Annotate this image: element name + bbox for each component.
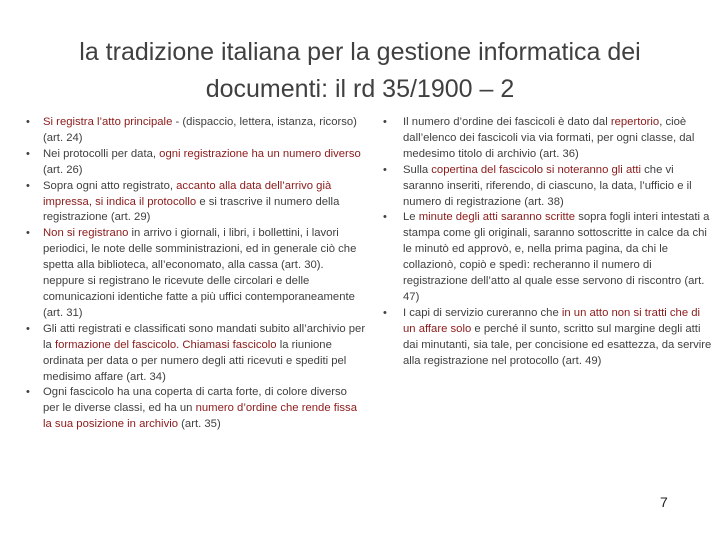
highlighted-text: in un atto non si tratti che di un affare solo <box>403 306 701 335</box>
bullet-text: in arrivo i giornali, i libri, i bollettini, i lavori periodici, le note delle somministrazioni, ed in generale ciò che spetta alla biblioteca, all’economato, alla cassa (art. 30). neppure si registrano le ricevute delle circolari e delle comunicazioni identiche fatte a più uffici contemporaneamente (art. 31) <box>43 227 357 319</box>
bullet-item <box>383 210 713 305</box>
bullet-item <box>26 179 366 227</box>
bullet-item <box>26 115 366 147</box>
bullet-text: la riunione ordinata per data o per numero degli atti ricevuti e spediti pel medisimo affare (art. 34) <box>43 338 347 383</box>
bullet-dot-icon: • <box>383 163 387 176</box>
bullet-item <box>26 147 366 179</box>
bullet-text: Gli atti registrati e classificati sono mandati subito all’archivio per la <box>43 322 366 351</box>
bullet-item <box>26 322 366 386</box>
highlighted-text: Non si registrano <box>43 227 129 240</box>
bullet-dot-icon: • <box>383 306 387 319</box>
bullet-text: Nei protocolli per data, <box>43 147 160 160</box>
bullet-text: - (dispaccio, lettera, istanza, ricorso) (art. 24) <box>43 116 357 144</box>
bullet-item <box>383 306 713 370</box>
bullet-text: Ogni fascicolo ha una coperta di carta forte, di colore diverso per le diverse classi, ed ha un <box>43 386 347 415</box>
highlighted-text: ogni registrazione ha un numero diverso <box>159 147 361 160</box>
bullet-text: Sopra ogni atto registrato, <box>43 179 177 192</box>
highlighted-text: minute degli atti saranno scritte <box>418 211 576 224</box>
bullet-text: Le <box>403 211 419 224</box>
bullet-dot-icon: • <box>26 147 30 160</box>
bullet-text: I capi di servizio cureranno che <box>403 306 562 319</box>
slide-title: la tradizione italiana per la gestione informatica dei documenti: il rd 35/1900 – 2 <box>79 38 641 103</box>
bullet-dot-icon: • <box>26 322 30 335</box>
highlighted-text: numero d’ordine che rende fissa la sua posizione in archivio <box>43 402 357 431</box>
highlighted-text: copertina del fascicolo si noteranno gli atti <box>431 163 642 176</box>
bullet-text: e perché il sunto, scritto sul margine degli atti dai minutanti, sia tale, per concisione ed esattezza, da servire alla registrazione nel protocollo (art. 49) <box>403 322 712 367</box>
page-number: 7 <box>660 494 668 510</box>
bullet-text: (art. 26) <box>43 163 83 176</box>
right-bullet-list <box>383 115 713 370</box>
bullet-item <box>383 115 713 163</box>
bullet-dot-icon: • <box>26 179 30 192</box>
bullet-dot-icon: • <box>26 116 30 128</box>
highlighted-text: accanto alla data dell’arrivo già impressa, si indica il protocollo <box>43 179 332 208</box>
highlighted-text: formazione del fascicolo. Chiamasi fascicolo <box>54 338 277 351</box>
bullet-dot-icon: • <box>383 211 387 224</box>
bullet-dot-icon: • <box>383 116 387 128</box>
highlighted-text: Si registra l’atto principale <box>43 116 173 128</box>
bullet-dot-icon: • <box>26 227 30 240</box>
bullet-item <box>26 226 366 321</box>
bullet-text: e si trascrive il numero della registrazione (art. 29) <box>43 195 340 224</box>
bullet-item <box>26 385 366 433</box>
bullet-text: (art. 35) <box>178 418 221 431</box>
left-bullet-list <box>26 115 366 433</box>
highlighted-text: repertorio <box>610 116 660 128</box>
bullet-text: Il numero d’ordine dei fascicoli è dato dal <box>403 116 611 128</box>
bullet-text: sopra fogli interi intestati a stampa come gli originali, saranno sottoscritte in calce da chi le minutò ed approvò, e, nella prima pagina, da chi le collazionò, copiò e spedì: recheranno il numero di registrazione dell’atto al quale esse servono di riscontro (art. 47) <box>403 211 710 303</box>
bullet-text: , cioè dall’elenco dei fascicoli via via formati, per ogni classe, dal medesimo titolo di archivio (art. 36) <box>403 116 695 160</box>
bullet-dot-icon: • <box>26 386 30 399</box>
bullet-text: Sulla <box>403 163 432 176</box>
bullet-item <box>383 163 713 211</box>
bullet-text: che vi saranno inseriti, riferendo, di ciascuno, la data, l’ufficio e il numero di registrazione (art. 38) <box>403 163 692 208</box>
